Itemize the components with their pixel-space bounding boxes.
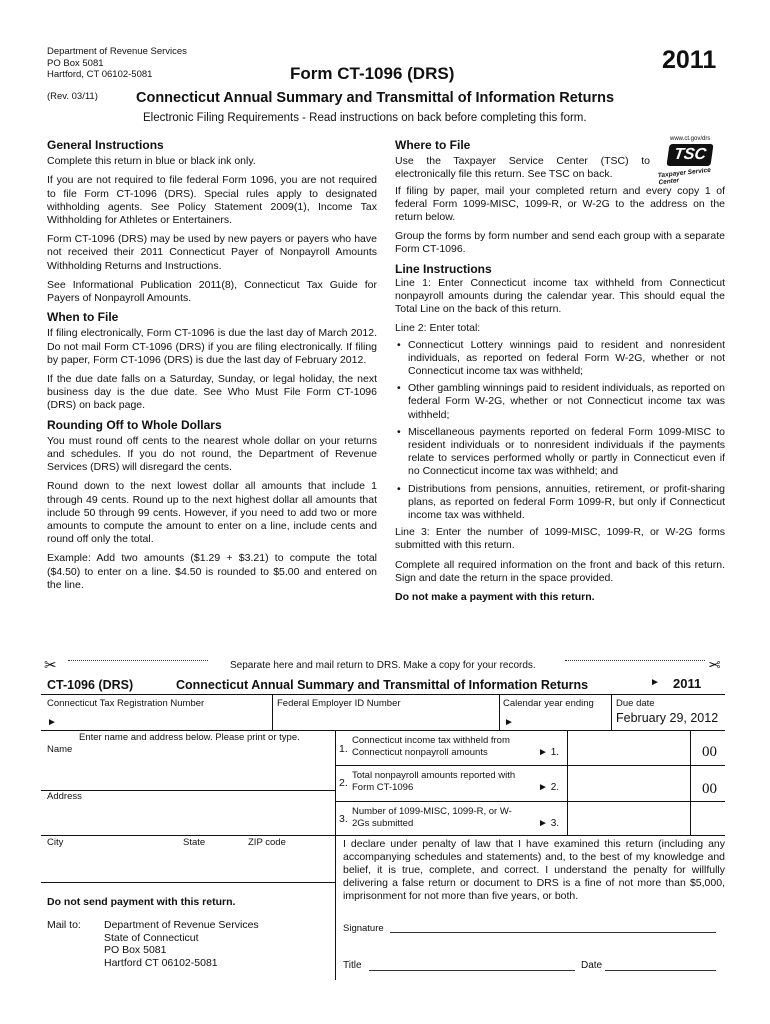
line1-ref-number: 1. [550, 747, 560, 758]
divider [499, 694, 500, 730]
signature-label: Signature [343, 923, 384, 934]
state-label: State [183, 837, 206, 848]
divider [41, 835, 335, 836]
line3-ref-number: 3. [550, 818, 560, 829]
line2-number: 2. [339, 777, 348, 789]
right-column [395, 139, 725, 610]
tsc-caption: Taxpayer Service Center [657, 166, 712, 187]
separator-text: Separate here and mail return to DRS. Make a copy for your records. [230, 660, 536, 671]
rounding-heading: Rounding Off to Whole Dollars [47, 417, 222, 432]
line3-count-field[interactable] [569, 806, 719, 832]
form-heading: Connecticut Annual Summary and Transmittal of Information Returns [176, 678, 589, 692]
general-instructions-heading: General Instructions [47, 138, 164, 152]
form-heading-year: 2011 [673, 676, 702, 691]
divider [41, 790, 335, 791]
divider [611, 694, 612, 730]
line3-label: Number of 1099-MISC, 1099-R, or W-2Gs submitted [352, 806, 512, 829]
complete-instruction: Complete all required information on the front and back of this return. Sign and date the return in the space provided. [395, 558, 725, 584]
mail-to-line: State of Connecticut [104, 931, 199, 944]
when-p2: If the due date falls on a Saturday, Sunday, or legal holiday, the next business day is the due date. See Who Must File Form CT-1096 (DRS) on back page. [47, 373, 377, 412]
general-p2: If you are not required to file federal Form 1096, you are not required to file Form CT-1096 (DRS). Special rules apply to designated withholding agents. See Policy Statement 2009(1), Income Tax Withholding for Athletes or Entertainers. [47, 174, 377, 227]
where-p1: Use the Taxpayer Service Center (TSC) to electronically file this return. See TSC on back. [395, 155, 650, 181]
mail-to-line: PO Box 5081 [104, 944, 167, 956]
mail-to-line: Hartford CT 06102-5081 [104, 956, 218, 969]
when-to-file-heading: When to File [47, 310, 119, 325]
line2-ref [538, 782, 559, 793]
line1-ref [538, 747, 559, 758]
agency-line: Hartford, CT 06102-5081 [47, 69, 153, 80]
date-line[interactable] [605, 970, 716, 971]
no-payment-instruction: Do not make a payment with this return. [395, 591, 595, 604]
arrow-icon: ► [504, 717, 514, 728]
arrow-icon: ► [538, 782, 548, 793]
state-field[interactable] [183, 850, 243, 872]
line3-instruction: Line 3: Enter the number of 1099-MISC, 1099-R, or W-2G forms submitted with this return. [395, 526, 725, 552]
arrow-icon: ► [650, 677, 660, 688]
cut-line-left [68, 660, 208, 661]
general-p4: See Informational Publication 2011(8), Connecticut Tax Guide for Payers of Nonpayroll Amounts. [47, 278, 377, 305]
divider [41, 694, 725, 695]
fein-label: Federal Employer ID Number [277, 698, 401, 709]
left-column [47, 139, 377, 598]
general-p1: Complete this return in blue or black ink only. [47, 155, 256, 168]
agency-line: PO Box 5081 [47, 57, 104, 69]
form-title: Form CT-1096 (DRS) [290, 64, 455, 83]
line1-label: Connecticut income tax withheld from Connecticut nonpayroll amounts [352, 735, 510, 758]
divider [335, 765, 725, 766]
name-label: Name [47, 744, 73, 755]
tsc-logo-mark: TSC [666, 144, 713, 166]
no-payment-notice: Do not send payment with this return. [47, 896, 236, 908]
line3-number: 3. [339, 813, 348, 825]
enter-name-instruction: Enter name and address below. Please print or type. [79, 732, 300, 743]
line3-ref [538, 818, 559, 829]
line1-instruction: Line 1: Enter Connecticut income tax withheld from Connecticut nonpayroll amounts during the calendar year. This should equal the Total Line on the back of this return. [395, 276, 725, 316]
zip-label: ZIP code [248, 837, 286, 848]
form-year: 2011 [662, 46, 717, 74]
line2-label: Total nonpayroll amounts reported with Form CT-1096 [352, 770, 516, 793]
divider [41, 730, 725, 731]
line2-amount-field[interactable] [569, 770, 687, 796]
due-date-label: Due date [616, 698, 655, 709]
declaration: I declare under penalty of law that I have examined this return (including any accompanying schedules and statements) and, to the best of my knowledge and belief, it is true, complete, and correct. I understand the penalty for willfully delivering a false return or document to DRS is a fine of not more than $5,000, imprisonment for not more than five years, or both. [343, 838, 725, 902]
title-label: Title [343, 960, 362, 971]
address-label: Address [47, 791, 82, 802]
cut-line-right [565, 660, 705, 661]
scissors-icon: ✂ [44, 657, 57, 674]
line2-cents: 00 [702, 781, 717, 797]
reg-number-field[interactable] [48, 710, 270, 726]
address-field[interactable] [47, 804, 331, 832]
line1-number: 1. [339, 743, 348, 755]
mail-to-label: Mail to: [47, 919, 81, 931]
where-to-file-heading: Where to File [395, 138, 471, 152]
revision-date: (Rev. 03/11) [47, 91, 98, 102]
fein-field[interactable] [277, 710, 497, 726]
where-p2: If filing by paper, mail your completed return and every copy 1 of federal Form 1099-MISC, 1099-R, or W-2G to the address on the return below. [395, 184, 725, 224]
line1-amount-field[interactable] [569, 738, 687, 764]
tsc-url: www.ct.gov/drs [670, 136, 711, 142]
calendar-year-label: Calendar year ending [503, 698, 594, 709]
signature-line[interactable] [390, 932, 716, 933]
agency-line: Department of Revenue Services [47, 46, 187, 57]
list-item: • Miscellaneous payments reported on federal Form 1099-MISC to resident individuals or to nonresident individuals if the payments relate to services performed wholly or partly in Connecticut even if no Connecticut income tax was withheld; and [395, 426, 725, 479]
divider [335, 835, 725, 836]
reg-number-label: Connecticut Tax Registration Number [47, 698, 205, 709]
when-p1: If filing electronically, Form CT-1096 is due the last day of March 2012. Do not mail Form CT-1096 (DRS) if you are filing electronically. If filing by paper, Form CT-1096 (DRS) is due the last day of February 2012. [47, 327, 377, 366]
efiling-notice: Electronic Filing Requirements - Read instructions on back before completing this form. [143, 112, 587, 124]
date-label: Date [581, 960, 603, 971]
divider [567, 730, 568, 835]
scissors-icon: ✂ [708, 657, 721, 674]
divider [272, 694, 273, 730]
mail-to-address [104, 919, 259, 969]
city-field[interactable] [47, 850, 177, 872]
zip-field[interactable] [248, 850, 332, 872]
arrow-icon: ► [538, 747, 548, 758]
list-item: • Other gambling winnings paid to resident individuals, as reported on federal Form W-2G, whether or not Connecticut income tax was withheld; [395, 382, 725, 422]
list-item: • Connecticut Lottery winnings paid to resident and nonresident individuals, as reported on federal Form W-2G, whether or not Connecticut income tax was withheld; [395, 339, 725, 379]
line2-instruction: Line 2: Enter total: [395, 322, 481, 335]
divider [41, 882, 335, 883]
divider [335, 801, 725, 802]
city-label: City [47, 837, 64, 848]
agency-address [47, 46, 187, 81]
list-item: • Distributions from pensions, annuities, retirement, or profit-sharing plans, as reported on federal Form 1099-R, but only if Connecticut income tax was withheld. [395, 483, 725, 523]
divider [335, 730, 336, 980]
due-date-value: February 29, 2012 [616, 711, 719, 725]
form-subtitle: Connecticut Annual Summary and Transmittal of Information Returns [136, 90, 615, 106]
arrow-icon: ► [47, 717, 57, 728]
where-p3: Group the forms by form number and send each group with a separate Form CT-1096. [395, 230, 725, 256]
calendar-year-field[interactable] [518, 710, 608, 726]
line2-bullets [395, 339, 725, 523]
title-line[interactable] [369, 970, 575, 971]
line-instructions-heading: Line Instructions [395, 261, 492, 276]
round-p2: Round down to the next lowest dollar all amounts that include 1 through 49 cents. Round up to the next highest dollar all amounts that include 50 through 99 cents. However, if you need to add two or more amounts to compute the amount to enter on a line, include cents and round off only the total. [47, 480, 377, 546]
form-id: CT-1096 (DRS) [47, 678, 134, 692]
line2-ref-number: 2. [550, 782, 560, 793]
mail-to-line: Department of Revenue Services [104, 919, 259, 931]
arrow-icon: ► [538, 818, 548, 829]
round-p3: Example: Add two amounts ($1.29 + $3.21) to compute the total ($4.50) to enter on a line. $4.50 is rounded to $5.00 and entered on the line. [47, 552, 377, 591]
round-p1: You must round off cents to the nearest whole dollar on your returns and schedules. If you do not round, the Department of Revenue Services (DRS) will disregard the cents. [47, 434, 377, 474]
general-p3: Form CT-1096 (DRS) may be used by new payers or payers who have not received their 2011 Connecticut Payer of Nonpayroll Amounts Withholding Returns and Instructions. [47, 233, 377, 272]
name-field[interactable] [47, 756, 331, 788]
line1-cents: 00 [702, 744, 717, 760]
